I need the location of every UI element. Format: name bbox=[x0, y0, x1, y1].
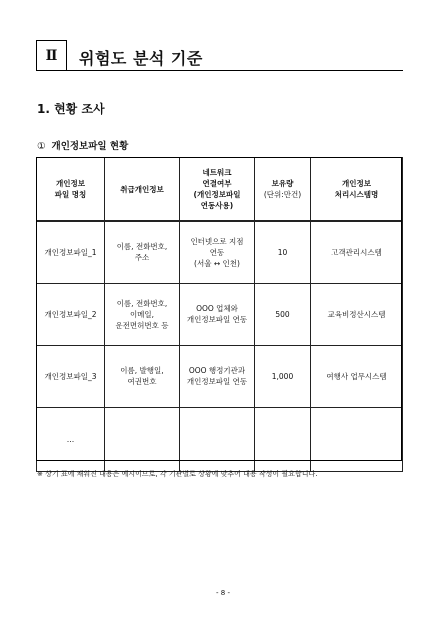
table-row bbox=[37, 407, 403, 471]
header-holding-label: 보유량 bbox=[271, 179, 294, 188]
cell-line: 인터넷으로 지점 bbox=[190, 236, 244, 246]
cell-line: 개인정보파일 연동 bbox=[186, 315, 248, 324]
section-title: 1. 현황 조사 bbox=[37, 102, 105, 116]
cell-system: 교육비정산시스템 bbox=[311, 283, 403, 345]
personal-info-file-table bbox=[36, 157, 403, 472]
cell-line: 연동 bbox=[209, 247, 225, 257]
chapter-underline bbox=[67, 70, 403, 71]
header-network-line1: 네트워크 bbox=[202, 168, 232, 177]
cell-line: 여권번호 bbox=[127, 377, 157, 386]
header-file-name-line1: 개인정보 bbox=[56, 179, 85, 188]
cell-file-name: 개인정보파일_3 bbox=[37, 345, 105, 407]
header-system-line2: 처리시스템명 bbox=[334, 190, 379, 199]
cell-personal-info bbox=[105, 407, 180, 471]
header-network-line4: 연동사용) bbox=[200, 201, 234, 210]
cell-line: 이름, 발행일, bbox=[120, 366, 164, 375]
cell-holding bbox=[255, 407, 311, 471]
chapter-number: Ⅱ bbox=[45, 47, 58, 64]
cell-file-name: … bbox=[37, 407, 105, 471]
cell-line: 이름, 전화번호, bbox=[116, 242, 168, 252]
header-file-name-line2: 파일 명칭 bbox=[54, 190, 87, 199]
cell-system: 고객관리시스템 bbox=[311, 221, 403, 283]
header-network bbox=[180, 158, 255, 222]
header-system bbox=[311, 158, 403, 222]
cell-line: 개인정보파일 연동 bbox=[186, 377, 248, 386]
cell-line: OOO 행정기관과 bbox=[188, 366, 246, 375]
cell-line: 주소 bbox=[134, 253, 150, 263]
header-network-line2: 연결여부 bbox=[202, 179, 232, 188]
cell-holding: 10 bbox=[255, 221, 311, 283]
subsection-title bbox=[37, 138, 128, 152]
header-system-line1: 개인정보 bbox=[342, 179, 371, 188]
header-holding-unit: (단위:만건) bbox=[263, 190, 302, 199]
chapter-title: 위험도 분석 기준 bbox=[79, 49, 203, 68]
chapter-number-box bbox=[36, 40, 67, 71]
table-header-row bbox=[37, 158, 403, 222]
cell-personal-info bbox=[105, 345, 180, 407]
header-personal-info: 취급개인정보 bbox=[105, 158, 180, 222]
cell-network bbox=[180, 221, 255, 283]
cell-line: 이메일, bbox=[129, 309, 155, 319]
header-file-name bbox=[37, 158, 105, 222]
cell-personal-info bbox=[105, 221, 180, 283]
cell-line: OOO 업체와 bbox=[196, 304, 238, 313]
footnote: ※ 상기 표에 채워진 내용은 예시이므로, 각 기관별로 상황에 맞추어 내용 작성이 필요합니다. bbox=[37, 470, 318, 478]
subsection-number: ① bbox=[37, 141, 46, 152]
cell-line: 운전면허번호 등 bbox=[115, 320, 169, 330]
cell-line: (서울 ↔ 인천) bbox=[194, 258, 240, 268]
page-number: - 8 - bbox=[216, 589, 230, 597]
cell-file-name: 개인정보파일_2 bbox=[37, 283, 105, 345]
cell-system bbox=[311, 407, 403, 471]
subsection-label: 개인정보파일 현황 bbox=[51, 141, 129, 152]
cell-line: 이름, 전화번호, bbox=[116, 298, 168, 308]
cell-holding: 500 bbox=[255, 283, 311, 345]
cell-network bbox=[180, 283, 255, 345]
header-holding bbox=[255, 158, 311, 222]
cell-personal-info bbox=[105, 283, 180, 345]
cell-system: 여행사 업무시스템 bbox=[311, 345, 403, 407]
header-network-line3: (개인정보파일 bbox=[193, 190, 241, 199]
table-row bbox=[37, 283, 403, 345]
table-row bbox=[37, 221, 403, 283]
cell-file-name: 개인정보파일_1 bbox=[37, 221, 105, 283]
cell-network bbox=[180, 345, 255, 407]
table-row bbox=[37, 345, 403, 407]
cell-network bbox=[180, 407, 255, 471]
cell-holding: 1,000 bbox=[255, 345, 311, 407]
